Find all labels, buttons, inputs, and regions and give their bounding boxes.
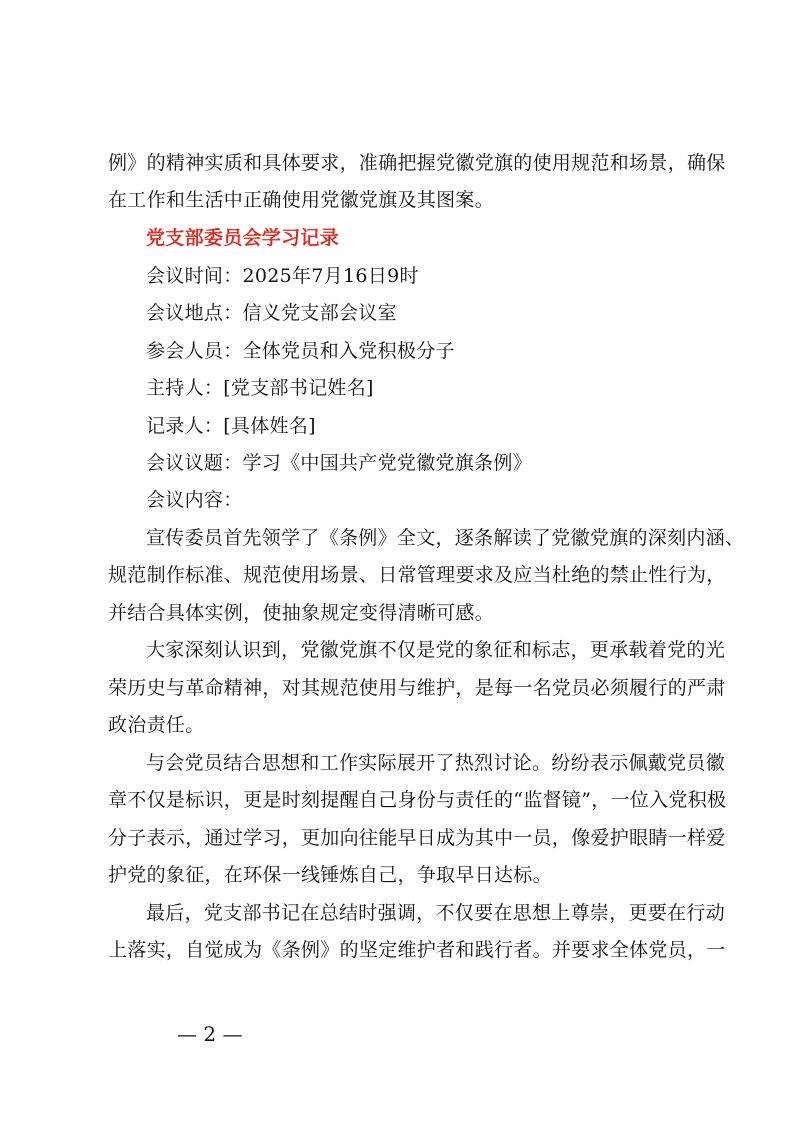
meeting-recorder: 记录人：[具体姓名] bbox=[146, 415, 316, 437]
body-text-line: 例》的精神实质和具体要求，准确把握党徽党旗的使用规范和场景，确保 bbox=[108, 152, 726, 174]
body-text-line: 政治责任。 bbox=[108, 714, 205, 736]
body-text-line: 章不仅是标识，更是时刻提醒自己身份与责任的“监督镜”，一位入党积极 bbox=[108, 789, 727, 811]
section-heading: 党支部委员会学习记录 bbox=[146, 227, 340, 249]
meeting-location: 会议地点：信义党支部会议室 bbox=[146, 302, 397, 324]
body-text-line: 护党的象征，在环保一线锤炼自己，争取早日达标。 bbox=[108, 864, 552, 886]
body-text-line: 与会党员结合思想和工作实际展开了热烈讨论。纷纷表示佩戴党员徽 bbox=[146, 752, 726, 774]
body-text-line: 宣传委员首先领学了《条例》全文，逐条解读了党徽党旗的深刻内涵、 bbox=[146, 527, 745, 549]
meeting-time: 会议时间：2025年7月16日9时 bbox=[146, 265, 419, 287]
body-text-line: 并结合具体实例，使抽象规定变得清晰可感。 bbox=[108, 602, 495, 624]
body-text-line: 最后，党支部书记在总结时强调，不仅要在思想上尊崇，更要在行动 bbox=[146, 902, 726, 924]
body-text-line: 大家深刻认识到，党徽党旗不仅是党的象征和标志，更承载着党的光 bbox=[146, 639, 726, 661]
body-text-line: 荣历史与革命精神，对其规范使用与维护，是每一名党员必须履行的严肃 bbox=[108, 677, 726, 699]
page-number: — 2 — bbox=[177, 1022, 243, 1046]
body-text-line: 规范制作标准、规范使用场景、日常管理要求及应当杜绝的禁止性行为， bbox=[108, 564, 726, 586]
meeting-topic: 会议议题：学习《中国共产党党徽党旗条例》 bbox=[146, 452, 533, 474]
meeting-host: 主持人：[党支部书记姓名] bbox=[146, 377, 374, 399]
body-text-line: 分子表示，通过学习，更加向往能早日成为其中一员，像爱护眼睛一样爱 bbox=[108, 827, 726, 849]
meeting-content-label: 会议内容： bbox=[146, 489, 243, 511]
body-text-line: 上落实，自觉成为《条例》的坚定维护者和践行者。并要求全体党员，一 bbox=[108, 939, 726, 961]
meeting-attendees: 参会人员：全体党员和入党积极分子 bbox=[146, 340, 455, 362]
body-text-line: 在工作和生活中正确使用党徽党旗及其图案。 bbox=[108, 189, 495, 211]
